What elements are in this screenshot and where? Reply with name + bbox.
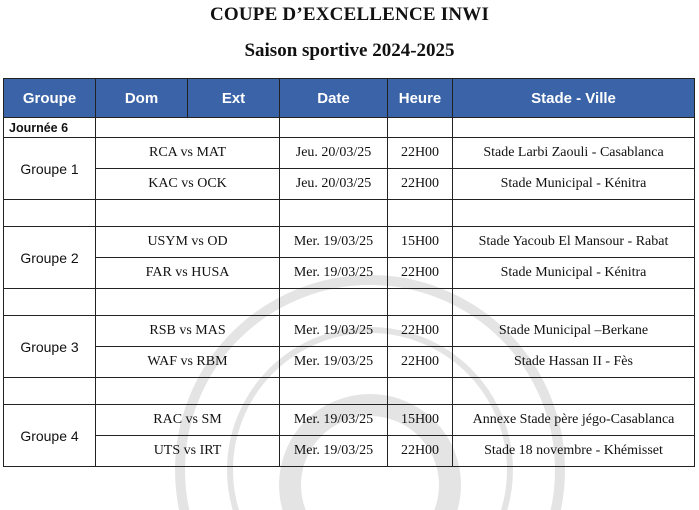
- time-cell: 22H00: [388, 258, 453, 289]
- journee-row: [4, 118, 695, 138]
- stadium-cell: Stade Municipal –Berkane: [453, 316, 695, 347]
- time-cell: 22H00: [388, 169, 453, 200]
- spacer-row: [4, 200, 695, 227]
- column-header-groupe: Groupe: [4, 79, 96, 118]
- stadium-cell: Annexe Stade père jégo-Casablanca: [453, 405, 695, 436]
- column-header-stade: Stade - Ville: [453, 79, 695, 118]
- stadium-cell: Stade Yacoub El Mansour - Rabat: [453, 227, 695, 258]
- stadium-cell: Stade Municipal - Kénitra: [453, 258, 695, 289]
- stadium-cell: Stade Hassan II - Fès: [453, 347, 695, 378]
- table-row: [4, 227, 695, 258]
- table-row: [4, 436, 695, 467]
- group-name: Groupe 2: [4, 227, 96, 289]
- date-cell: Jeu. 20/03/25: [280, 169, 388, 200]
- journee-label: Journée 6: [4, 118, 96, 138]
- time-cell: 22H00: [388, 436, 453, 467]
- spacer-row: [4, 378, 695, 405]
- match-cell: UTS vs IRT: [96, 436, 280, 467]
- date-cell: Mer. 19/03/25: [280, 227, 388, 258]
- time-cell: 22H00: [388, 138, 453, 169]
- match-cell: USYM vs OD: [96, 227, 280, 258]
- match-cell: RCA vs MAT: [96, 138, 280, 169]
- match-cell: WAF vs RBM: [96, 347, 280, 378]
- table-row: [4, 169, 695, 200]
- date-cell: Mer. 19/03/25: [280, 258, 388, 289]
- group-name: Groupe 1: [4, 138, 96, 200]
- group-name: Groupe 4: [4, 405, 96, 467]
- date-cell: Jeu. 20/03/25: [280, 138, 388, 169]
- table-header-row: [4, 79, 695, 118]
- date-cell: Mer. 19/03/25: [280, 347, 388, 378]
- table-row: [4, 138, 695, 169]
- time-cell: 15H00: [388, 227, 453, 258]
- table-row: [4, 258, 695, 289]
- match-cell: RAC vs SM: [96, 405, 280, 436]
- date-cell: Mer. 19/03/25: [280, 436, 388, 467]
- match-cell: FAR vs HUSA: [96, 258, 280, 289]
- match-cell: KAC vs OCK: [96, 169, 280, 200]
- time-cell: 22H00: [388, 316, 453, 347]
- document-title: COUPE D’EXCELLENCE INWI: [209, 4, 490, 25]
- stadium-cell: Stade Municipal - Kénitra: [453, 169, 695, 200]
- stadium-cell: Stade 18 novembre - Khémisset: [453, 436, 695, 467]
- time-cell: 15H00: [388, 405, 453, 436]
- match-cell: RSB vs MAS: [96, 316, 280, 347]
- date-cell: Mer. 19/03/25: [280, 316, 388, 347]
- group-name: Groupe 3: [4, 316, 96, 378]
- column-header-heure: Heure: [388, 79, 453, 118]
- table-row: [4, 347, 695, 378]
- table-row: [4, 405, 695, 436]
- stadium-cell: Stade Larbi Zaouli - Casablanca: [453, 138, 695, 169]
- time-cell: 22H00: [388, 347, 453, 378]
- date-cell: Mer. 19/03/25: [280, 405, 388, 436]
- column-header-ext: Ext: [188, 79, 280, 118]
- column-header-dom: Dom: [96, 79, 188, 118]
- table-row: [4, 316, 695, 347]
- fixtures-table: [3, 78, 695, 467]
- spacer-row: [4, 289, 695, 316]
- column-header-date: Date: [280, 79, 388, 118]
- document-subtitle: Saison sportive 2024-2025: [244, 40, 455, 61]
